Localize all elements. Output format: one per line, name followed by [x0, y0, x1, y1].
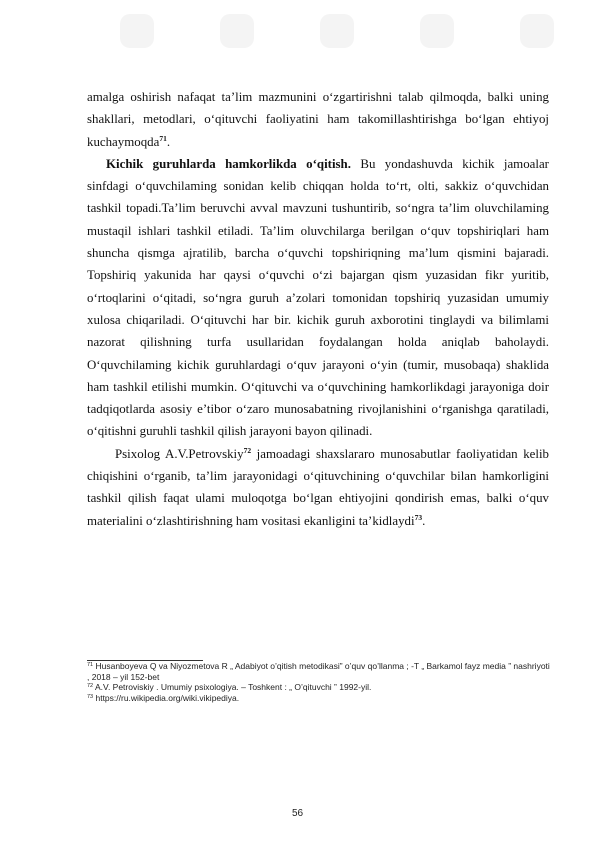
watermark-shape — [320, 14, 354, 48]
section-lead: Kichik guruhlarda hamkorlikda o‘qitish. — [106, 156, 351, 171]
paragraph: amalga oshirish nafaqat ta’lim mazmunini o‘zgartirishni talab qilmoqda, balki uning shakllari, metodlari, o‘qituvchi faoliyatini ham takomillashtirishga bo‘lgan ehtiyoj kuchaymoqda$^{71}$. — [87, 90, 549, 149]
watermark-shape — [520, 14, 554, 48]
footnotes — [87, 661, 552, 703]
paragraph: Psixolog A.V.Petrovskiy$^{72}$ jamoadagi shaxslararo munosabutlar faoliyatidan kelib chiqishini o‘rganib, ta’lim jarayonidagi o‘qituvchining o‘quvchilar bilan hamkorligini tashkil qilish faqat ulami muloqotga bo‘lgan ehtiyojini qondirish emas, balki o‘quv materialini o‘zlashtirishning ham vositasi ekanligini ta’kidlaydi$^{73}$. — [87, 445, 550, 528]
watermark-shape — [220, 14, 254, 48]
footnote: $^{71}$ Husanboyeva Q va Niyozmetova R „ Adabiyot o’qitish metodikasi” o’quv qo’llanma ; -T „ Barkamol fayz media ” nashriyoti , 2018 – yil 152-bet — [87, 661, 550, 682]
footnote-link[interactable]: https://ru.wikipedia.org/wiki.vikipediya. — [93, 692, 240, 703]
footnote: $^{72}$ A.V. Petroviskiy . Umumiy psixologiya. – Toshkent : „ O’qituvchi ” 1992-yil. — [87, 682, 372, 693]
footnote-ref[interactable]: 72 — [243, 445, 252, 455]
footnote: $^{73}$ https://ru.wikipedia.org/wiki.vikipediya. — [87, 692, 240, 703]
page-number: 56 — [291, 808, 304, 819]
watermark-shape — [120, 14, 154, 48]
body-text — [87, 86, 549, 532]
footnote-ref[interactable]: 71 — [159, 133, 167, 143]
watermark-shape — [420, 14, 454, 48]
paragraph: Kichik guruhlarda hamkorlikda o‘qitish. Bu yondashuvda kichik jamoalar sinfdagi o‘quvchilaming sonidan kelib chiqqan holda to‘rt, olti, sakkiz o‘quvchidan tashkil topadi.Ta’lim beruvchi avval mavzuni tushuntirib, so‘ngra ta’lim oluvchilaming mustaqil ishlari tashkil etiladi. Ta’lim oluvchilarga berilgan o‘quv topshiriqlari ham shuncha qismga ajratilib, barcha o‘quvchi topshiriqning ma’lum qismini bajaradi. Topshiriq yakunida har qaysi o‘quvchi o‘zi bajargan qism yuzasidan fikr yuritib, o‘rtoqlarini o‘qitadi, so‘ngra guruh a’zolari tomonidan topshiriq yuzasidan umumiy xulosa chiqariladi. O‘qituvchi har bir. kichik guruh axborotini tinglaydi va bilimlami nazorat qilishning turfa usullaridan foydalangan holda aniqlab baholaydi. O‘quvchilaming kichik guruhlardagi o‘quv jarayoni o‘yin (tumir, musobaqa) shaklida ham tashkil etilishi mumkin. O‘qituvchi va o‘quvchining hamkorlikdagi jarayoniga doir tadqiqotlarda asosiy e’tibor o‘zaro munosabatning rivojlanishini o‘rganishga qaratiladi, o‘qitishni guruhli tashkil qilish jarayoni bayon qilinadi. — [87, 156, 549, 439]
footnote-ref[interactable]: 73 — [414, 512, 423, 522]
